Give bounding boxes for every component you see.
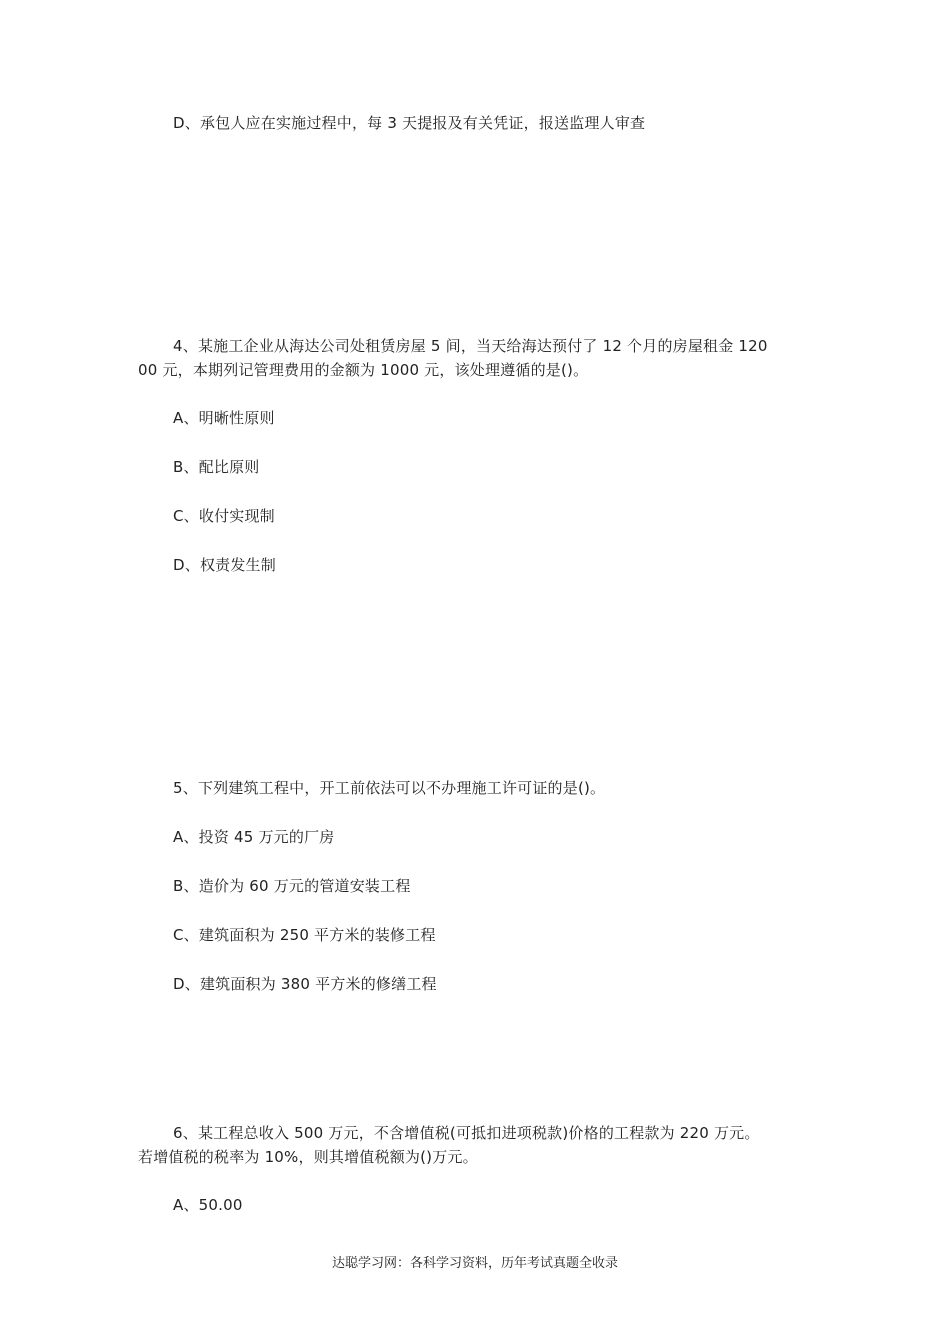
- q4-option-d: D、权责发生制: [173, 556, 276, 574]
- q6-stem-line-2: 若增值税的税率为 10%，则其增值税额为()万元。: [138, 1148, 478, 1166]
- q5-stem: 5、下列建筑工程中，开工前依法可以不办理施工许可证的是()。: [173, 779, 606, 797]
- page-footer: 达聪学习网：各科学习资料，历年考试真题全收录: [331, 1256, 618, 1271]
- q4-option-c: C、收付实现制: [173, 507, 275, 525]
- q5-option-a: A、投资 45 万元的厂房: [173, 828, 335, 846]
- q5-option-d: D、建筑面积为 380 平方米的修缮工程: [173, 975, 437, 993]
- q6-option-a: A、50.00: [173, 1196, 243, 1214]
- q6-stem-line-1: 6、某工程总收入 500 万元，不含增值税(可抵扣进项税款)价格的工程款为 220 万元。: [173, 1124, 760, 1142]
- q4-option-b: B、配比原则: [173, 458, 260, 476]
- q5-option-b: B、造价为 60 万元的管道安装工程: [173, 877, 411, 895]
- q4-stem-line-1: 4、某施工企业从海达公司处租赁房屋 5 间，当天给海达预付了 12 个月的房屋租金 120: [173, 337, 768, 355]
- q4-stem-line-2: 00 元，本期列记管理费用的金额为 1000 元，该处理遵循的是()。: [138, 361, 589, 379]
- q4-option-a: A、明晰性原则: [173, 409, 275, 427]
- q5-option-c: C、建筑面积为 250 平方米的装修工程: [173, 926, 436, 944]
- q3-option-d: D、承包人应在实施过程中，每 3 天提报及有关凭证，报送监理人审查: [173, 114, 646, 132]
